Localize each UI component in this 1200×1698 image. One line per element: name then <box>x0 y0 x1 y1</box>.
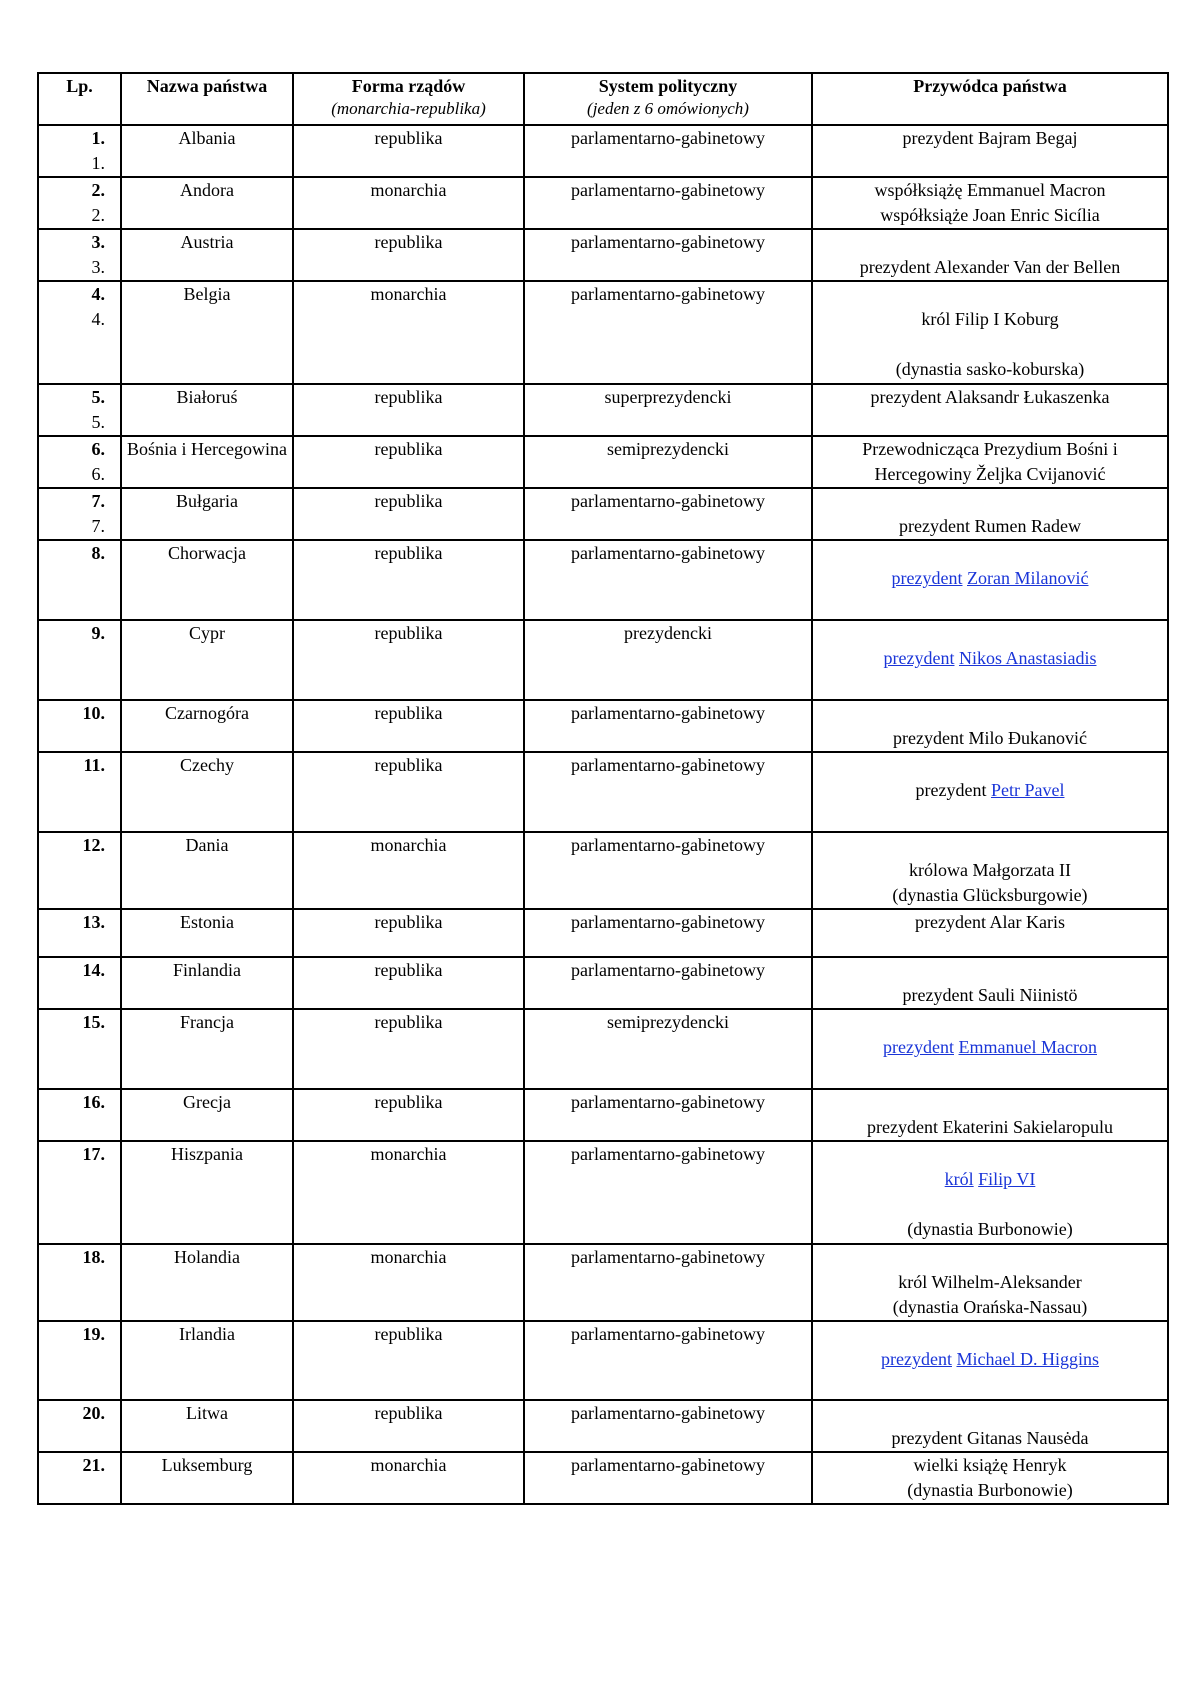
leader-link[interactable]: Zoran Milanović <box>967 568 1089 588</box>
row-number: 18. <box>82 1247 105 1267</box>
cell-country-name: Bułgaria <box>121 488 293 540</box>
cell-lp <box>38 1452 121 1504</box>
row-number: 12. <box>82 835 105 855</box>
header-form: Forma rządów (monarchia-republika) <box>293 73 524 125</box>
cell-leader <box>812 384 1168 436</box>
cell-country-name: Luksemburg <box>121 1452 293 1504</box>
leader-line: współksiążę Emmanuel Macron <box>874 180 1106 200</box>
leader-link[interactable]: prezydent <box>883 648 955 668</box>
cell-country-name: Austria <box>121 229 293 281</box>
header-system-subtitle: (jeden z 6 omówionych) <box>587 99 749 118</box>
leader-line <box>816 489 1164 514</box>
leader-line: prezydent Bajram Begaj <box>902 128 1078 148</box>
row-number: 14. <box>82 960 105 980</box>
cell-leader <box>812 540 1168 620</box>
cell-form: republika <box>293 1089 524 1141</box>
cell-system: superprezydencki <box>524 384 812 436</box>
row-sub-number: 3. <box>91 257 105 277</box>
cell-system: semiprezydencki <box>524 436 812 488</box>
leader-line: (dynastia sasko-koburska) <box>895 359 1085 379</box>
cell-lp <box>38 540 121 620</box>
header-system: System polityczny (jeden z 6 omówionych) <box>524 73 812 125</box>
leader-link[interactable]: prezydent <box>891 568 963 588</box>
leader-line <box>816 753 1164 778</box>
leader-line <box>816 1090 1164 1115</box>
cell-leader <box>812 281 1168 384</box>
row-number: 6. <box>91 439 105 459</box>
cell-country-name: Irlandia <box>121 1321 293 1400</box>
leader-line: prezydent Ekaterini Sakielaropulu <box>867 1117 1113 1137</box>
leader-line <box>816 621 1164 646</box>
leader-line <box>816 282 1164 307</box>
leader-line <box>816 541 1164 566</box>
leader-line <box>816 1167 1164 1192</box>
row-number: 9. <box>91 623 105 643</box>
header-name: Nazwa państwa <box>121 73 293 125</box>
cell-form: republika <box>293 700 524 752</box>
cell-leader <box>812 1009 1168 1089</box>
cell-country-name: Estonia <box>121 909 293 957</box>
cell-country-name: Cypr <box>121 620 293 700</box>
row-number: 21. <box>82 1455 105 1475</box>
table-row <box>38 436 1168 488</box>
table-body <box>38 125 1168 1504</box>
cell-lp <box>38 1244 121 1321</box>
table-row <box>38 229 1168 281</box>
leader-line <box>816 1035 1164 1060</box>
cell-form: monarchia <box>293 1244 524 1321</box>
cell-leader <box>812 909 1168 957</box>
table-row <box>38 1321 1168 1400</box>
row-number: 19. <box>82 1324 105 1344</box>
cell-country-name: Litwa <box>121 1400 293 1452</box>
row-number: 15. <box>82 1012 105 1032</box>
leader-line: (dynastia Orańska-Nassau) <box>892 1297 1088 1317</box>
table-row <box>38 384 1168 436</box>
cell-lp <box>38 436 121 488</box>
cell-lp <box>38 125 121 177</box>
row-number: 4. <box>91 284 105 304</box>
leader-line <box>816 1245 1164 1270</box>
leader-line <box>816 1010 1164 1035</box>
cell-system: parlamentarno-gabinetowy <box>524 540 812 620</box>
table-row <box>38 1244 1168 1321</box>
leader-line <box>816 701 1164 726</box>
table-row <box>38 1089 1168 1141</box>
cell-country-name: Chorwacja <box>121 540 293 620</box>
cell-form: republika <box>293 384 524 436</box>
cell-country-name: Albania <box>121 125 293 177</box>
table-row <box>38 1400 1168 1452</box>
leader-line <box>816 566 1164 591</box>
cell-leader <box>812 125 1168 177</box>
row-sub-number: 4. <box>91 309 105 329</box>
cell-system: parlamentarno-gabinetowy <box>524 700 812 752</box>
cell-country-name: Francja <box>121 1009 293 1089</box>
cell-system: parlamentarno-gabinetowy <box>524 909 812 957</box>
table-row <box>38 1009 1168 1089</box>
row-number: 20. <box>82 1403 105 1423</box>
cell-country-name: Andora <box>121 177 293 229</box>
cell-system: parlamentarno-gabinetowy <box>524 1400 812 1452</box>
leader-link[interactable]: Emmanuel Macron <box>958 1037 1097 1057</box>
cell-system: parlamentarno-gabinetowy <box>524 832 812 909</box>
cell-country-name: Hiszpania <box>121 1141 293 1244</box>
row-sub-number: 5. <box>91 412 105 432</box>
leader-line <box>816 1142 1164 1167</box>
cell-lp <box>38 384 121 436</box>
cell-leader <box>812 700 1168 752</box>
leader-link[interactable]: Michael D. Higgins <box>956 1349 1099 1369</box>
row-number: 5. <box>91 387 105 407</box>
table-row <box>38 832 1168 909</box>
cell-form: republika <box>293 1321 524 1400</box>
leader-link[interactable]: prezydent <box>883 1037 954 1057</box>
table-row <box>38 957 1168 1009</box>
cell-country-name: Bośnia i Hercegowina <box>121 436 293 488</box>
leader-line: (dynastia Glücksburgowie) <box>892 885 1088 905</box>
cell-form: monarchia <box>293 1452 524 1504</box>
cell-form: republika <box>293 125 524 177</box>
header-row <box>38 73 1168 125</box>
cell-form: republika <box>293 620 524 700</box>
cell-leader <box>812 229 1168 281</box>
table-row <box>38 177 1168 229</box>
header-lp: Lp. <box>38 73 121 125</box>
cell-lp <box>38 1141 121 1244</box>
cell-form: republika <box>293 436 524 488</box>
cell-lp <box>38 229 121 281</box>
row-number: 13. <box>82 912 105 932</box>
leader-line <box>816 1347 1164 1372</box>
leader-line: prezydent Alexander Van der Bellen <box>859 257 1121 277</box>
cell-lp <box>38 832 121 909</box>
cell-system: parlamentarno-gabinetowy <box>524 1141 812 1244</box>
leader-link[interactable]: Nikos Anastasiadis <box>958 648 1097 668</box>
row-number: 11. <box>83 755 105 775</box>
leader-line <box>816 646 1164 671</box>
cell-country-name: Białoruś <box>121 384 293 436</box>
cell-lp <box>38 1321 121 1400</box>
cell-system: semiprezydencki <box>524 1009 812 1089</box>
row-number: 17. <box>82 1144 105 1164</box>
cell-system: parlamentarno-gabinetowy <box>524 281 812 384</box>
cell-system: parlamentarno-gabinetowy <box>524 1452 812 1504</box>
cell-form: monarchia <box>293 281 524 384</box>
cell-leader <box>812 620 1168 700</box>
cell-leader <box>812 488 1168 540</box>
row-number: 16. <box>82 1092 105 1112</box>
cell-lp <box>38 957 121 1009</box>
row-number: 3. <box>91 232 105 252</box>
row-sub-number: 7. <box>91 516 105 536</box>
table-row <box>38 540 1168 620</box>
cell-leader <box>812 177 1168 229</box>
cell-lp <box>38 488 121 540</box>
leader-line: Hercegowiny Željka Cvijanović <box>874 464 1106 484</box>
cell-form: monarchia <box>293 1141 524 1244</box>
cell-form: republika <box>293 229 524 281</box>
table-row <box>38 909 1168 957</box>
cell-system: parlamentarno-gabinetowy <box>524 1244 812 1321</box>
cell-lp <box>38 620 121 700</box>
cell-country-name: Czarnogóra <box>121 700 293 752</box>
cell-lp <box>38 1089 121 1141</box>
leader-line: (dynastia Burbonowie) <box>907 1219 1073 1239</box>
cell-form: republika <box>293 1400 524 1452</box>
leader-line: wielki książę Henryk <box>913 1455 1067 1475</box>
cell-leader <box>812 1452 1168 1504</box>
leader-link[interactable]: prezydent <box>881 1349 952 1369</box>
cell-country-name: Dania <box>121 832 293 909</box>
cell-form: republika <box>293 540 524 620</box>
cell-country-name: Belgia <box>121 281 293 384</box>
leader-line: król Filip I Koburg <box>921 309 1059 329</box>
row-number: 7. <box>91 491 105 511</box>
cell-leader <box>812 832 1168 909</box>
leader-line: prezydent Sauli Niinistö <box>902 985 1078 1005</box>
leader-link[interactable]: Filip VI <box>978 1169 1036 1189</box>
cell-lp <box>38 909 121 957</box>
table-row <box>38 488 1168 540</box>
cell-system: parlamentarno-gabinetowy <box>524 752 812 832</box>
header-form-subtitle: (monarchia-republika) <box>331 99 486 118</box>
cell-leader <box>812 436 1168 488</box>
header-leader: Przywódca państwa <box>812 73 1168 125</box>
table-row <box>38 281 1168 384</box>
table-row <box>38 700 1168 752</box>
leader-line <box>816 332 1164 357</box>
leader-line <box>816 230 1164 255</box>
table-row <box>38 125 1168 177</box>
countries-table <box>37 72 1169 1505</box>
leader-line <box>816 958 1164 983</box>
cell-leader <box>812 752 1168 832</box>
cell-system: parlamentarno-gabinetowy <box>524 1321 812 1400</box>
cell-lp <box>38 177 121 229</box>
leader-line: prezydent Rumen Radew <box>899 516 1081 536</box>
leader-line <box>816 833 1164 858</box>
cell-lp <box>38 752 121 832</box>
cell-form: republika <box>293 1009 524 1089</box>
cell-system: parlamentarno-gabinetowy <box>524 125 812 177</box>
cell-country-name: Holandia <box>121 1244 293 1321</box>
leader-line <box>816 1192 1164 1217</box>
leader-line: król Wilhelm-Aleksander <box>898 1272 1082 1292</box>
cell-form: republika <box>293 909 524 957</box>
cell-country-name: Finlandia <box>121 957 293 1009</box>
cell-leader <box>812 1244 1168 1321</box>
row-number: 8. <box>91 543 105 563</box>
cell-form: republika <box>293 957 524 1009</box>
cell-form: republika <box>293 488 524 540</box>
cell-country-name: Czechy <box>121 752 293 832</box>
cell-system: parlamentarno-gabinetowy <box>524 488 812 540</box>
leader-line <box>816 1401 1164 1426</box>
leader-link[interactable]: Petr Pavel <box>990 780 1065 800</box>
cell-system: parlamentarno-gabinetowy <box>524 177 812 229</box>
row-sub-number: 2. <box>91 205 105 225</box>
cell-form: monarchia <box>293 832 524 909</box>
cell-leader <box>812 1400 1168 1452</box>
leader-line: prezydent Alaksandr Łukaszenka <box>870 387 1110 407</box>
cell-system: parlamentarno-gabinetowy <box>524 1089 812 1141</box>
cell-form: republika <box>293 752 524 832</box>
cell-country-name: Grecja <box>121 1089 293 1141</box>
cell-lp <box>38 700 121 752</box>
cell-leader <box>812 957 1168 1009</box>
row-sub-number: 1. <box>91 153 105 173</box>
table-row <box>38 752 1168 832</box>
cell-lp <box>38 1009 121 1089</box>
leader-link[interactable]: król <box>944 1169 974 1189</box>
cell-lp <box>38 281 121 384</box>
leader-line: prezydent Milo Đukanović <box>893 728 1087 748</box>
row-number: 1. <box>91 128 105 148</box>
leader-line: (dynastia Burbonowie) <box>907 1480 1073 1500</box>
leader-line: współksiąże Joan Enric Sicília <box>880 205 1100 225</box>
cell-leader <box>812 1141 1168 1244</box>
leader-line: prezydent Gitanas Nausėda <box>891 1428 1089 1448</box>
cell-leader <box>812 1321 1168 1400</box>
leader-line <box>816 1322 1164 1347</box>
cell-system: prezydencki <box>524 620 812 700</box>
cell-system: parlamentarno-gabinetowy <box>524 957 812 1009</box>
leader-line: królowa Małgorzata II <box>909 860 1071 880</box>
cell-leader <box>812 1089 1168 1141</box>
row-sub-number: 6. <box>91 464 105 484</box>
cell-form: monarchia <box>293 177 524 229</box>
leader-line: Przewodnicząca Prezydium Bośni i <box>862 439 1118 459</box>
row-number: 10. <box>82 703 105 723</box>
cell-lp <box>38 1400 121 1452</box>
table-row <box>38 1141 1168 1244</box>
table-row <box>38 1452 1168 1504</box>
table-row <box>38 620 1168 700</box>
cell-system: parlamentarno-gabinetowy <box>524 229 812 281</box>
row-number: 2. <box>91 180 105 200</box>
leader-line: prezydent Petr Pavel <box>915 780 1065 800</box>
leader-line: prezydent Alar Karis <box>915 912 1065 932</box>
